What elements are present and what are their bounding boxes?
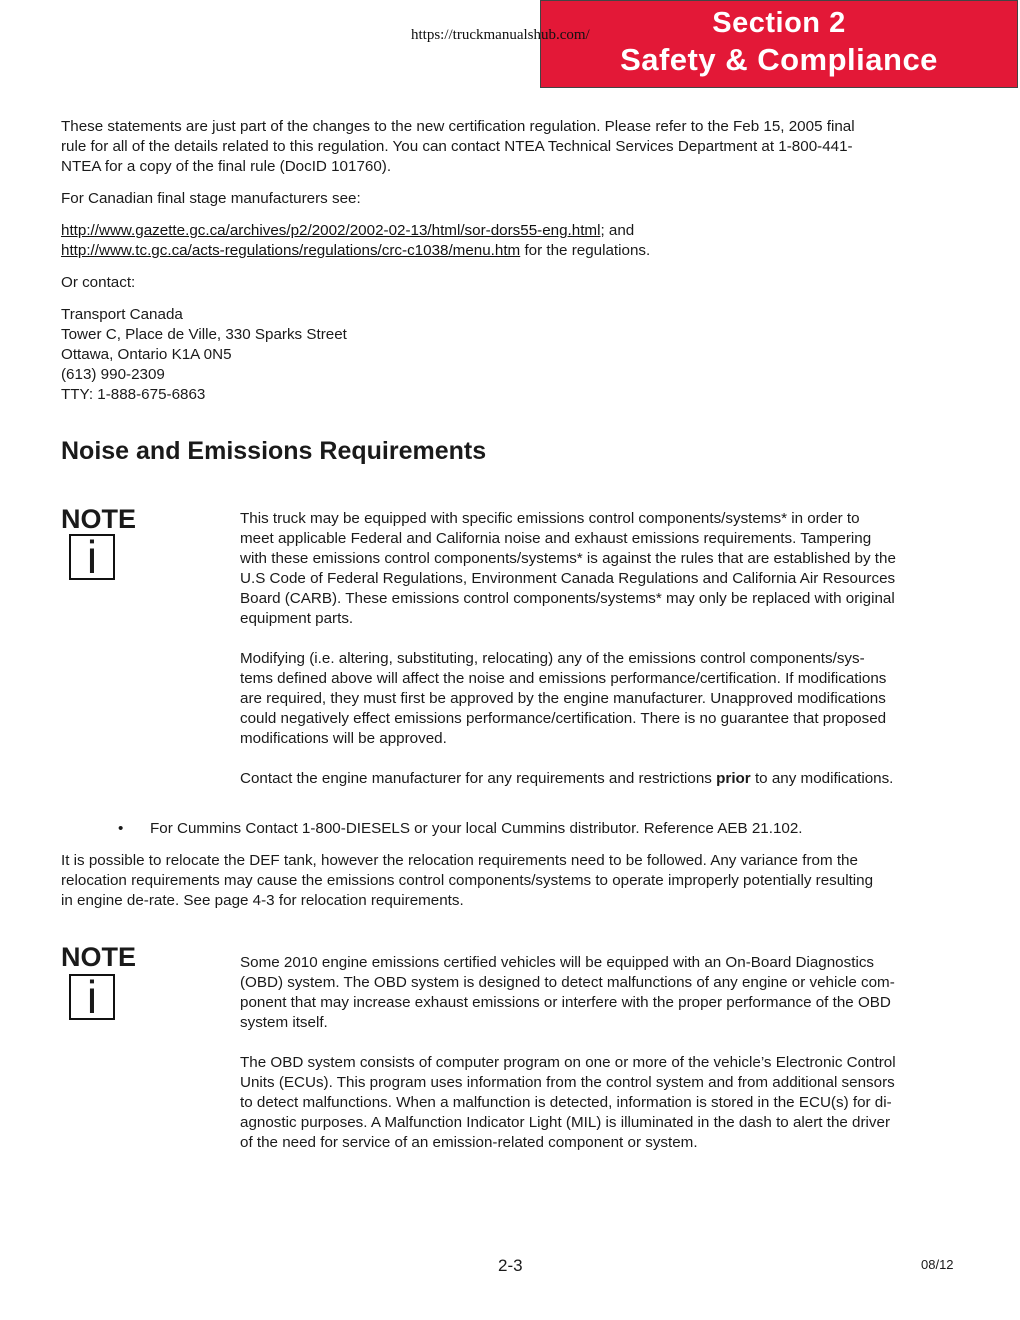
link-suffix: ; and — [600, 222, 635, 239]
text-line: Board (CARB). These emissions control components/systems* may only be replaced with original — [240, 590, 895, 607]
text-line: NTEA for a copy of the final rule (DocID 101760). — [61, 158, 392, 175]
note-label: NOTE — [61, 504, 137, 534]
info-icon: i — [69, 534, 115, 580]
address-line: (613) 990-2309 — [61, 366, 165, 383]
contact-address — [61, 305, 347, 405]
text-line: agnostic purposes. A Malfunction Indicator Light (MIL) is illuminated in the dash to alert the driver — [240, 1114, 891, 1131]
text-line: This truck may be equipped with specific emissions control components/systems* in order to — [240, 510, 860, 527]
address-line: Tower C, Place de Ville, 330 Sparks Street — [61, 326, 347, 343]
text-line: meet applicable Federal and California noise and exhaust emissions requirements. Tampering — [240, 530, 872, 547]
section-banner — [540, 0, 1018, 88]
text-line: (OBD) system. The OBD system is designed to detect malfunctions of any engine or vehicle com- — [240, 974, 895, 991]
address-line: Ottawa, Ontario K1A 0N5 — [61, 346, 232, 363]
page-number: 2-3 — [498, 1256, 523, 1275]
revision-date: 08/12 — [921, 1257, 954, 1272]
link-suffix: for the regulations. — [520, 242, 651, 259]
text-line: system itself. — [240, 1014, 328, 1031]
note-label: NOTE — [61, 942, 137, 972]
text-line: rule for all of the details related to this regulation. You can contact NTEA Technical Services Department at 1-800-441- — [61, 138, 853, 155]
text-run: Contact the engine manufacturer for any requirements and restrictions — [240, 770, 717, 787]
section-title: Safety & Compliance — [620, 42, 938, 77]
note-obd-text — [240, 953, 896, 1153]
emphasis-prior: prior — [716, 770, 751, 787]
def-paragraph — [61, 851, 873, 911]
note-emissions-text — [240, 509, 896, 789]
text-line: Units (ECUs). This program uses information from the control system and from additional sensors — [240, 1074, 895, 1091]
text-line: Some 2010 engine emissions certified vehicles will be equipped with an On-Board Diagnostics — [240, 954, 875, 971]
section-heading: Noise and Emissions Requirements — [61, 437, 487, 465]
text-line: modifications will be approved. — [240, 730, 447, 747]
address-line: Transport Canada — [61, 306, 183, 323]
text-line: It is possible to relocate the DEF tank, however the relocation requirements need to be followed. Any variance from the — [61, 852, 858, 869]
address-line: TTY: 1-888-675-6863 — [61, 386, 206, 403]
text-run: to any modifications. — [750, 770, 894, 787]
text-line: of the need for service of an emission-related component or system. — [240, 1134, 698, 1151]
text-line: The OBD system consists of computer program on one or more of the vehicle’s Electronic Control — [240, 1054, 896, 1071]
text-line: could negatively effect emissions performance/certification. There is no guarantee that proposed — [240, 710, 887, 727]
text-line: with these emissions control components/systems* is against the rules that are established by the — [240, 550, 896, 567]
text-line: These statements are just part of the changes to the new certification regulation. Please refer to the Feb 15, 2005 final — [61, 118, 855, 135]
gazette-link[interactable]: http://www.gazette.gc.ca/archives/p2/2002/2002-02-13/html/sor-dors55-eng.html — [61, 222, 601, 239]
text-line: relocation requirements may cause the emissions control components/systems to operate improperly potentially resulting — [61, 872, 874, 889]
regulation-links — [61, 221, 650, 261]
canadian-intro: For Canadian final stage manufacturers see: — [61, 190, 361, 207]
source-url[interactable]: https://truckmanualshub.com/ — [411, 27, 590, 43]
text-line: are required, they must first be approved by the engine manufacturer. Unapproved modifications — [240, 690, 886, 707]
text-line: to detect malfunctions. When a malfunction is detected, information is stored in the ECU(s) for di- — [240, 1094, 892, 1111]
bullet-mark: • — [118, 820, 124, 837]
text-line — [240, 769, 896, 789]
text-line: equipment parts. — [240, 610, 354, 627]
text-line: U.S Code of Federal Regulations, Environment Canada Regulations and California Air Resources — [240, 570, 896, 587]
text-line: ponent that may increase exhaust emissions or interfere with the proper performance of the OBD — [240, 994, 891, 1011]
text-line: in engine de-rate. See page 4-3 for relocation requirements. — [61, 892, 464, 909]
intro-paragraph — [61, 117, 855, 177]
info-icon: i — [69, 974, 115, 1020]
text-line: Modifying (i.e. altering, substituting, relocating) any of the emissions control components/sys- — [240, 650, 865, 667]
or-contact: Or contact: — [61, 274, 136, 291]
tc-regulations-link[interactable]: http://www.tc.gc.ca/acts-regulations/regulations/crc-c1038/menu.htm — [61, 242, 521, 259]
text-line: tems defined above will affect the noise and emissions performance/certification. If modifications — [240, 670, 887, 687]
cummins-bullet-text: For Cummins Contact 1-800-DIESELS or your local Cummins distributor. Reference AEB 21.102. — [150, 820, 803, 837]
section-number: Section 2 — [712, 7, 846, 39]
